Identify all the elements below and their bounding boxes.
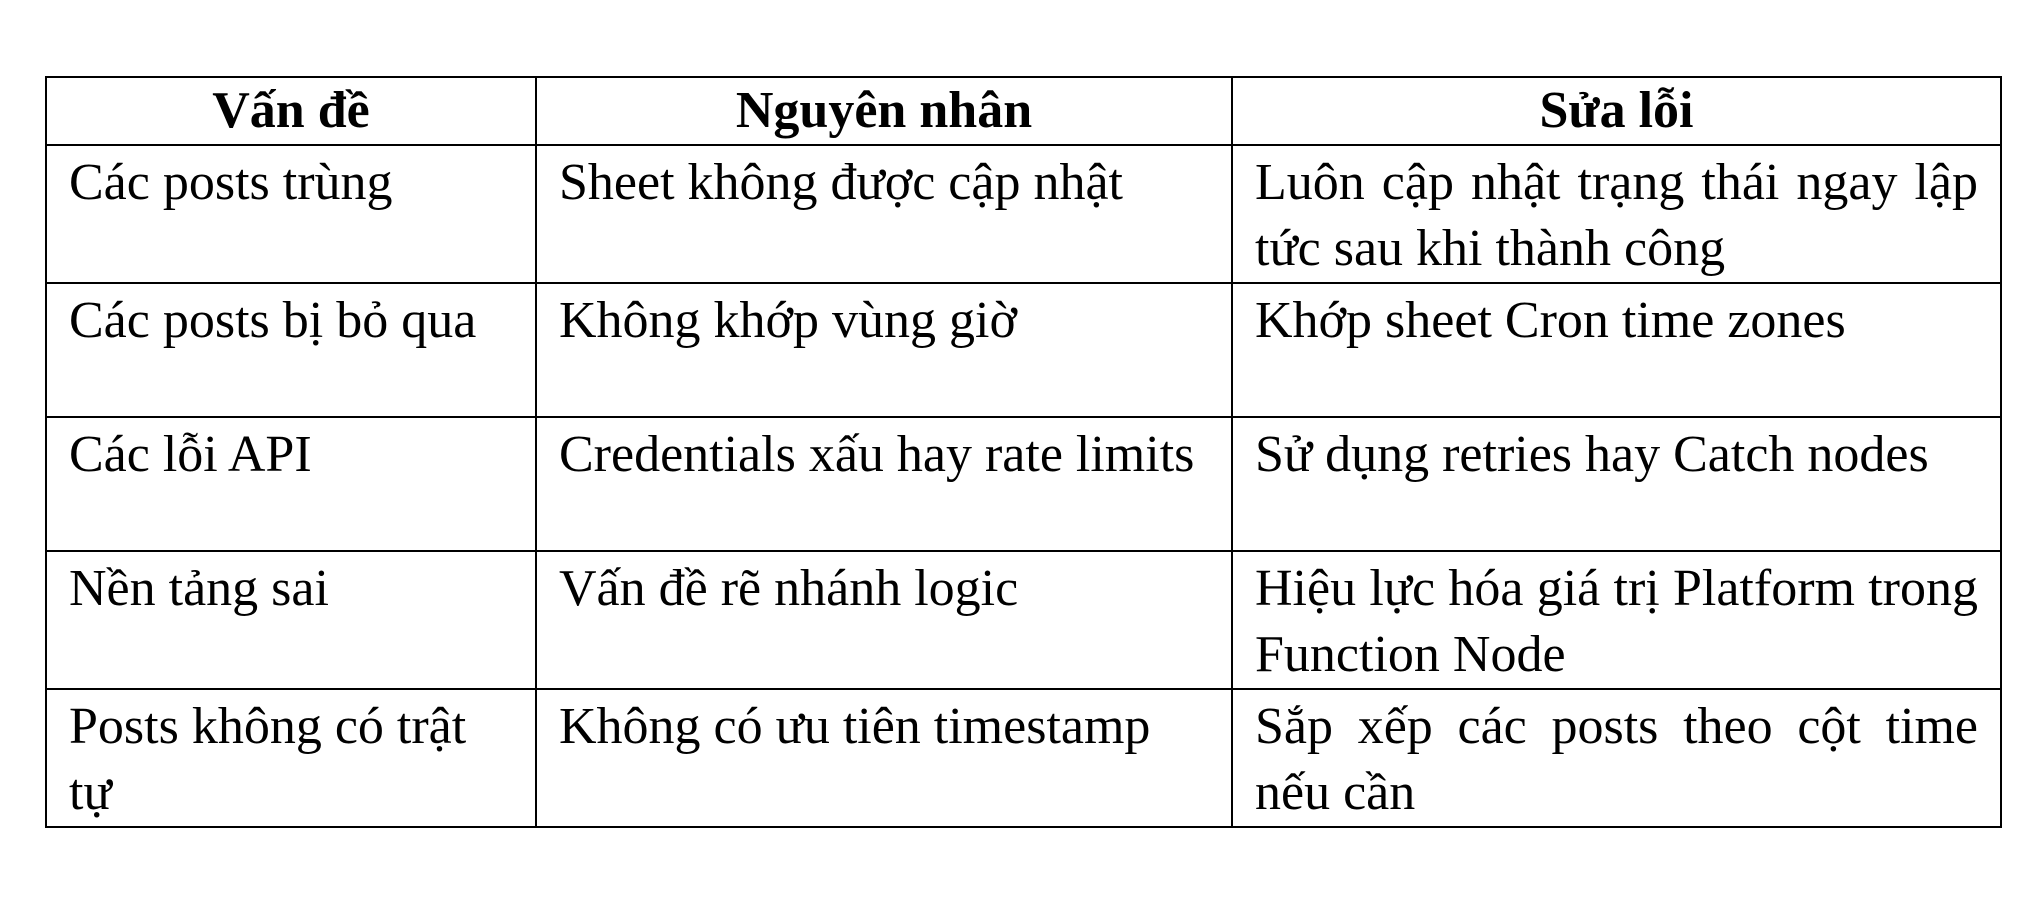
table-row [46, 145, 2001, 283]
issue-cell: Các posts trùng [46, 145, 536, 283]
cause-cell: Vấn đề rẽ nhánh logic [536, 551, 1232, 689]
cause-cell: Không khớp vùng giờ [536, 283, 1232, 417]
cause-cell: Sheet không được cập nhật [536, 145, 1232, 283]
fix-cell: Sử dụng retries hay Catch nodes [1232, 417, 2001, 551]
table-header-row [46, 77, 2001, 145]
cause-cell: Không có ưu tiên timestamp [536, 689, 1232, 827]
fix-cell: Hiệu lực hóa giá trị Platform trong Function Node [1232, 551, 2001, 689]
table-row [46, 551, 2001, 689]
table-row [46, 689, 2001, 827]
column-header-fix: Sửa lỗi [1232, 77, 2001, 145]
fix-cell: Khớp sheet Cron time zones [1232, 283, 2001, 417]
issue-cell: Nền tảng sai [46, 551, 536, 689]
column-header-cause: Nguyên nhân [536, 77, 1232, 145]
troubleshooting-table [45, 76, 2002, 828]
fix-cell: Sắp xếp các posts theo cột time nếu cần [1232, 689, 2001, 827]
column-header-issue: Vấn đề [46, 77, 536, 145]
fix-cell: Luôn cập nhật trạng thái ngay lập tức sau khi thành công [1232, 145, 2001, 283]
cause-cell: Credentials xấu hay rate limits [536, 417, 1232, 551]
issue-cell: Posts không có trật tự [46, 689, 536, 827]
issue-cell: Các posts bị bỏ qua [46, 283, 536, 417]
issue-cell: Các lỗi API [46, 417, 536, 551]
table-row [46, 283, 2001, 417]
table-row [46, 417, 2001, 551]
